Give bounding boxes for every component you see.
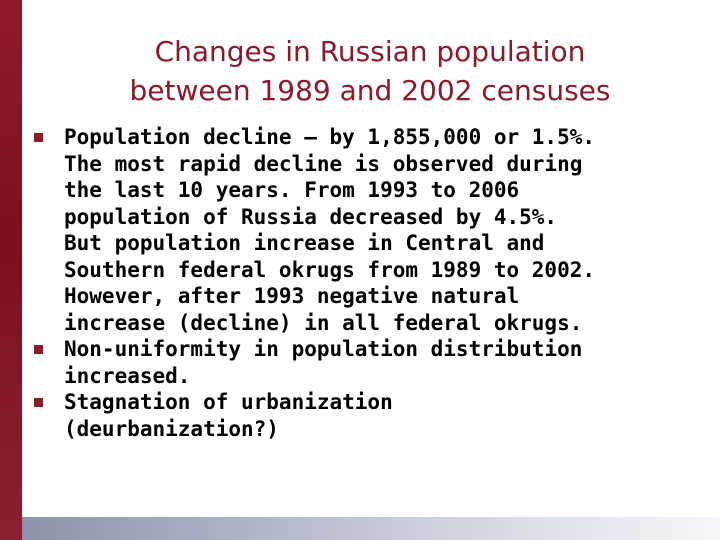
bullet-text-line: increase (decline) in all federal okrugs.	[64, 310, 583, 335]
bullet-item-urbanization	[30, 389, 702, 442]
bottom-decorative-band	[22, 517, 720, 540]
square-bullet-icon	[34, 398, 43, 407]
bullet-text-line: (deurbanization?)	[64, 416, 279, 441]
bullet-item-non-uniformity	[30, 336, 702, 389]
bullet-text-line: However, after 1993 negative natural	[64, 284, 520, 308]
bullet-text-line: the last 10 years. From 1993 to 2006	[64, 178, 520, 202]
slide-title	[40, 32, 700, 110]
square-bullet-icon	[34, 133, 43, 142]
bullet-text-line: Non-uniformity in population distribution	[64, 337, 583, 361]
left-decorative-band	[0, 0, 22, 540]
bullet-list	[30, 124, 702, 442]
bullet-text-line: increased.	[64, 363, 191, 388]
bullet-text-line: population of Russia decreased by 4.5%.	[64, 204, 558, 229]
bullet-text-line: Southern federal okrugs from 1989 to 2002.	[64, 257, 596, 282]
bullet-item-population-decline	[30, 124, 702, 336]
bullet-text-line: The most rapid decline is observed during	[64, 151, 583, 176]
bullet-text-line: Stagnation of urbanization	[64, 390, 393, 414]
slide-title-line: between 1989 and 2002 censuses	[129, 74, 611, 107]
bullet-text-line: But population increase in Central and	[64, 231, 545, 255]
bullet-text-line: Population decline – by 1,855,000 or 1.5%.	[64, 125, 596, 149]
square-bullet-icon	[34, 345, 43, 354]
slide-title-line: Changes in Russian population	[154, 35, 586, 68]
